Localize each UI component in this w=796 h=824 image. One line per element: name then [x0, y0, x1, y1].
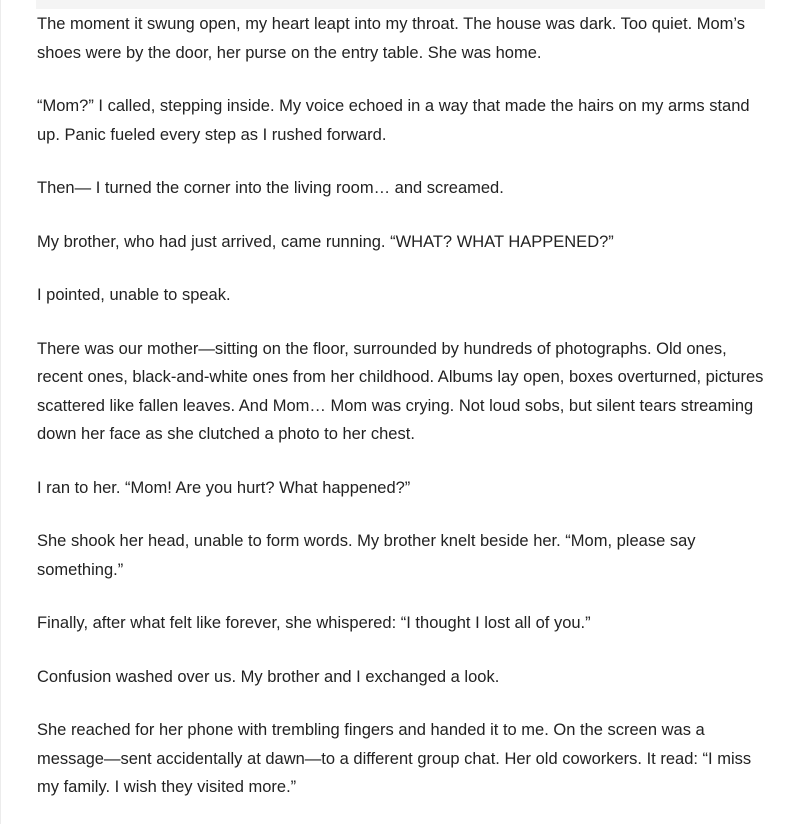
paragraph: “Mom?” I called, stepping inside. My voice echoed in a way that made the hairs on my arms stand up. Panic fueled every step as I rushed forward.: [37, 97, 750, 144]
paragraph: She shook her head, unable to form words. My brother knelt beside her. “Mom, please say something.”: [37, 532, 696, 579]
left-border: [0, 0, 1, 824]
paragraph: The moment it swung open, my heart leapt into my throat. The house was dark. Too quiet. Mom’s shoes were by the door, her purse on the entry table. She was home.: [37, 15, 746, 62]
paragraph: Then— I turned the corner into the living room… and screamed.: [37, 179, 504, 197]
paragraph: Finally, after what felt like forever, she whispered: “I thought I lost all of you.”: [37, 614, 591, 632]
paragraph: Confusion washed over us. My brother and I exchanged a look.: [37, 667, 500, 686]
paragraph: I ran to her. “Mom! Are you hurt? What happened?”: [37, 478, 411, 497]
paragraph: My brother, who had just arrived, came running. “WHAT? WHAT HAPPENED?”: [37, 232, 614, 251]
article-body: [37, 10, 771, 824]
paragraph: I pointed, unable to speak.: [37, 286, 231, 304]
paragraph: She reached for her phone with trembling fingers and handed it to me. On the screen was a message—sent accidentally at dawn—to a different group chat. Her old coworkers. It read: “I miss my family. I wish they visited more.”: [37, 721, 752, 796]
paragraph: There was our mother—sitting on the floor, surrounded by hundreds of photographs. Old ones, recent ones, black-and-white ones from her childhood. Albums lay open, boxes overturned, pictures scattered like fallen leaves. And Mom… Mom was crying. Not loud sobs, but silent tears streaming down her face as she clutched a photo to her chest.: [37, 339, 764, 443]
top-divider: [36, 0, 765, 9]
